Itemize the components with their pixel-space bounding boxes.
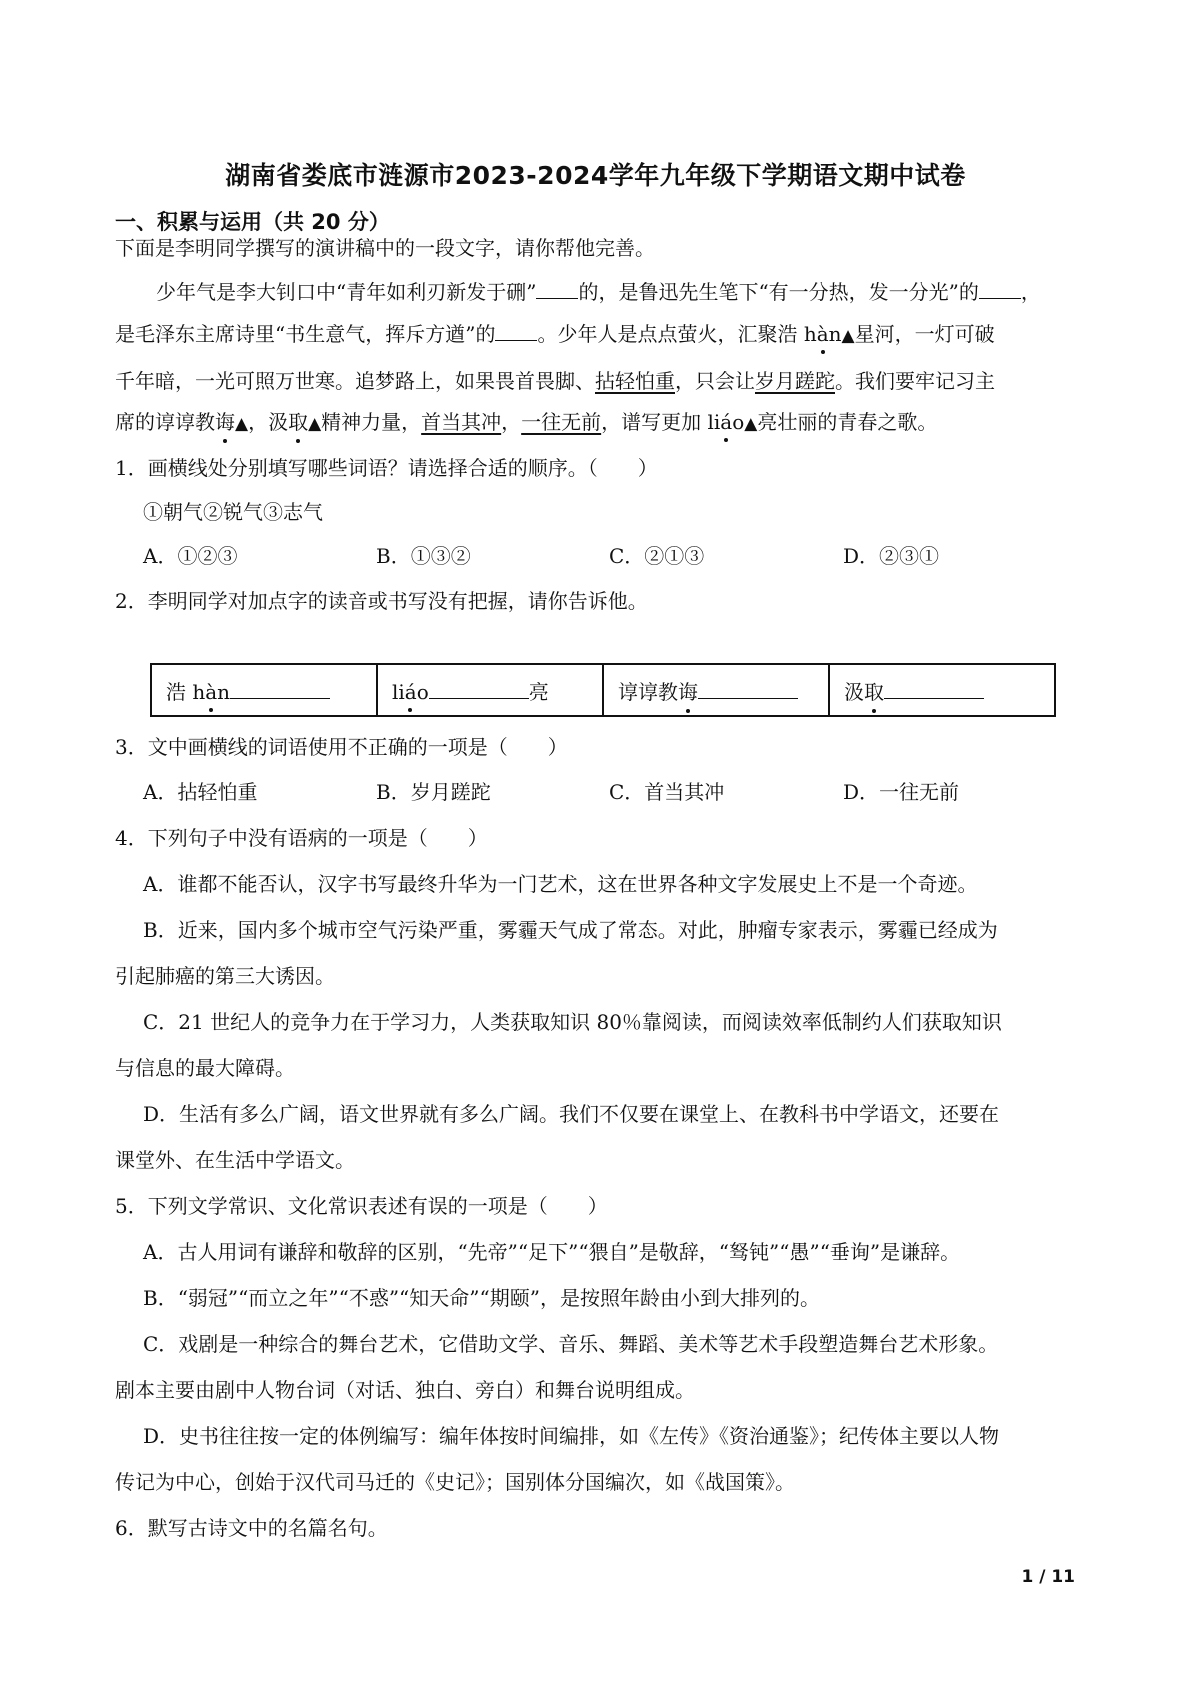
triangle-icon: ▲ xyxy=(841,326,855,346)
intro-text: 下面是李明同学撰写的演讲稿中的一段文字，请你帮他完善。 xyxy=(115,236,655,260)
passage-line-2: 是毛泽东主席诗里“书生意气，挥斥方遒”的 。少年人是点点萤火，汇聚浩 hàn▲星河，一灯可破 xyxy=(115,322,995,346)
page-title: 湖南省娄底市涟源市2023-2024学年九年级下学期语文期中试卷 xyxy=(225,161,966,190)
dotted-char: 取 xyxy=(864,676,884,705)
answer-blank[interactable] xyxy=(884,680,984,699)
question-1-items: ①朝气②锐气③志气 xyxy=(143,500,323,524)
q5-option-d-cont: 传记为中心，创始于汉代司马迁的《史记》；国别体分国编次，如《战国策》。 xyxy=(115,1470,795,1494)
dotted-char: 诲 xyxy=(678,676,698,705)
fill-blank xyxy=(536,280,578,299)
underlined-word: 岁月蹉跎 xyxy=(755,369,835,393)
answer-cell-2[interactable]: liáo 亮 xyxy=(377,664,603,716)
q1-option-b[interactable]: B．①③② xyxy=(376,544,471,568)
q1-option-d[interactable]: D．②③① xyxy=(843,544,940,568)
fill-blank xyxy=(979,280,1021,299)
passage-line-1: 少年气是李大钊口中“青年如利刃新发于硎” 的，是鲁迅先生笔下“有一分热，发一分光”的 ， xyxy=(156,280,1041,304)
triangle-icon: ▲ xyxy=(308,414,322,434)
q5-option-c[interactable]: C．戏剧是一种综合的舞台艺术，它借助文学、音乐、舞蹈、美术等艺术手段塑造舞台艺术形象。 xyxy=(143,1332,999,1356)
dotted-char: hàn xyxy=(803,322,842,346)
dotted-char: hàn xyxy=(192,679,231,704)
passage-line-3: 千年暗，一光可照万世寒。追梦路上，如果畏首畏脚、拈轻怕重，只会让岁月蹉跎。我们要牢记习主 xyxy=(115,369,995,393)
q5-option-c-cont: 剧本主要由剧中人物台词（对话、独白、旁白）和舞台说明组成。 xyxy=(115,1378,695,1402)
page-number: 1 / 11 xyxy=(1021,1567,1075,1587)
q4-option-c[interactable]: C．21 世纪人的竞争力在于学习力，人类获取知识 80％靠阅读，而阅读效率低制约人们获取知识 xyxy=(143,1010,1002,1034)
answer-table xyxy=(150,663,1056,717)
answer-blank[interactable] xyxy=(230,680,330,699)
triangle-icon: ▲ xyxy=(744,414,758,434)
q1-option-c[interactable]: C．②①③ xyxy=(609,544,705,568)
q4-option-d[interactable]: D．生活有多么广阔，语文世界就有多么广阔。我们不仅要在课堂上、在教科书中学语文，还要在 xyxy=(143,1102,1000,1126)
q4-option-b-cont: 引起肺癌的第三大诱因。 xyxy=(115,964,335,988)
q5-option-d[interactable]: D．史书往往按一定的体例编写：编年体按时间编排，如《左传》《资治通鉴》；纪传体主要以人物 xyxy=(143,1424,1000,1448)
answer-blank[interactable] xyxy=(429,680,529,699)
q3-option-a[interactable]: A．拈轻怕重 xyxy=(143,780,258,804)
answer-cell-4[interactable]: 汲取 xyxy=(829,664,1055,716)
dotted-char: liáo xyxy=(707,410,745,434)
answer-cell-3[interactable]: 谆谆教诲 xyxy=(603,664,829,716)
q4-option-a[interactable]: A．谁都不能否认，汉字书写最终升华为一门艺术，这在世界各种文字发展史上不是一个奇迹。 xyxy=(143,872,978,896)
q4-option-b[interactable]: B．近来，国内多个城市空气污染严重，雾霾天气成了常态。对此，肿瘤专家表示，雾霾已经成为 xyxy=(143,918,998,942)
q4-option-c-cont: 与信息的最大障碍。 xyxy=(115,1056,295,1080)
answer-cell-1[interactable]: 浩 hàn xyxy=(151,664,377,716)
question-3-stem: 3．文中画横线的词语使用不正确的一项是（ ） xyxy=(115,735,568,759)
q5-option-b[interactable]: B．“弱冠”“而立之年”“不惑”“知天命”“期颐”，是按照年龄由小到大排列的。 xyxy=(143,1286,820,1310)
question-2-stem: 2．李明同学对加点字的读音或书写没有把握，请你告诉他。 xyxy=(115,589,648,613)
q5-option-a[interactable]: A．古人用词有谦辞和敬辞的区别，“先帝”“足下”“猥自”是敬辞，“驽钝”“愚”“垂询”是谦辞。 xyxy=(143,1240,961,1264)
question-6-stem: 6．默写古诗文中的名篇名句。 xyxy=(115,1516,388,1540)
dotted-char: 诲 xyxy=(215,406,235,435)
q3-option-d[interactable]: D．一往无前 xyxy=(843,780,960,804)
question-4-stem: 4．下列句子中没有语病的一项是（ ） xyxy=(115,826,488,850)
question-1-stem: 1．画横线处分别填写哪些词语？请选择合适的顺序。（ ） xyxy=(115,456,658,480)
passage-line-4: 席的谆谆教诲▲，汲取▲精神力量，首当其冲，一往无前，谱写更加 liáo▲亮壮丽的青春之歌。 xyxy=(115,406,1075,435)
section-heading: 一、积累与运用（共 20 分） xyxy=(115,210,390,234)
q3-option-c[interactable]: C．首当其冲 xyxy=(609,780,725,804)
triangle-icon: ▲ xyxy=(235,414,249,434)
answer-blank[interactable] xyxy=(698,680,798,699)
dotted-char: 取 xyxy=(288,406,308,435)
q4-option-d-cont: 课堂外、在生活中学语文。 xyxy=(115,1148,355,1172)
underlined-word: 拈轻怕重 xyxy=(595,369,675,393)
underlined-word: 首当其冲 xyxy=(421,410,502,434)
dotted-char: liáo xyxy=(392,679,429,704)
fill-blank xyxy=(495,322,537,341)
underlined-word: 一往无前 xyxy=(521,410,602,434)
question-5-stem: 5．下列文学常识、文化常识表述有误的一项是（ ） xyxy=(115,1194,608,1218)
q1-option-a[interactable]: A．①②③ xyxy=(143,544,238,568)
q3-option-b[interactable]: B．岁月蹉跎 xyxy=(376,780,491,804)
